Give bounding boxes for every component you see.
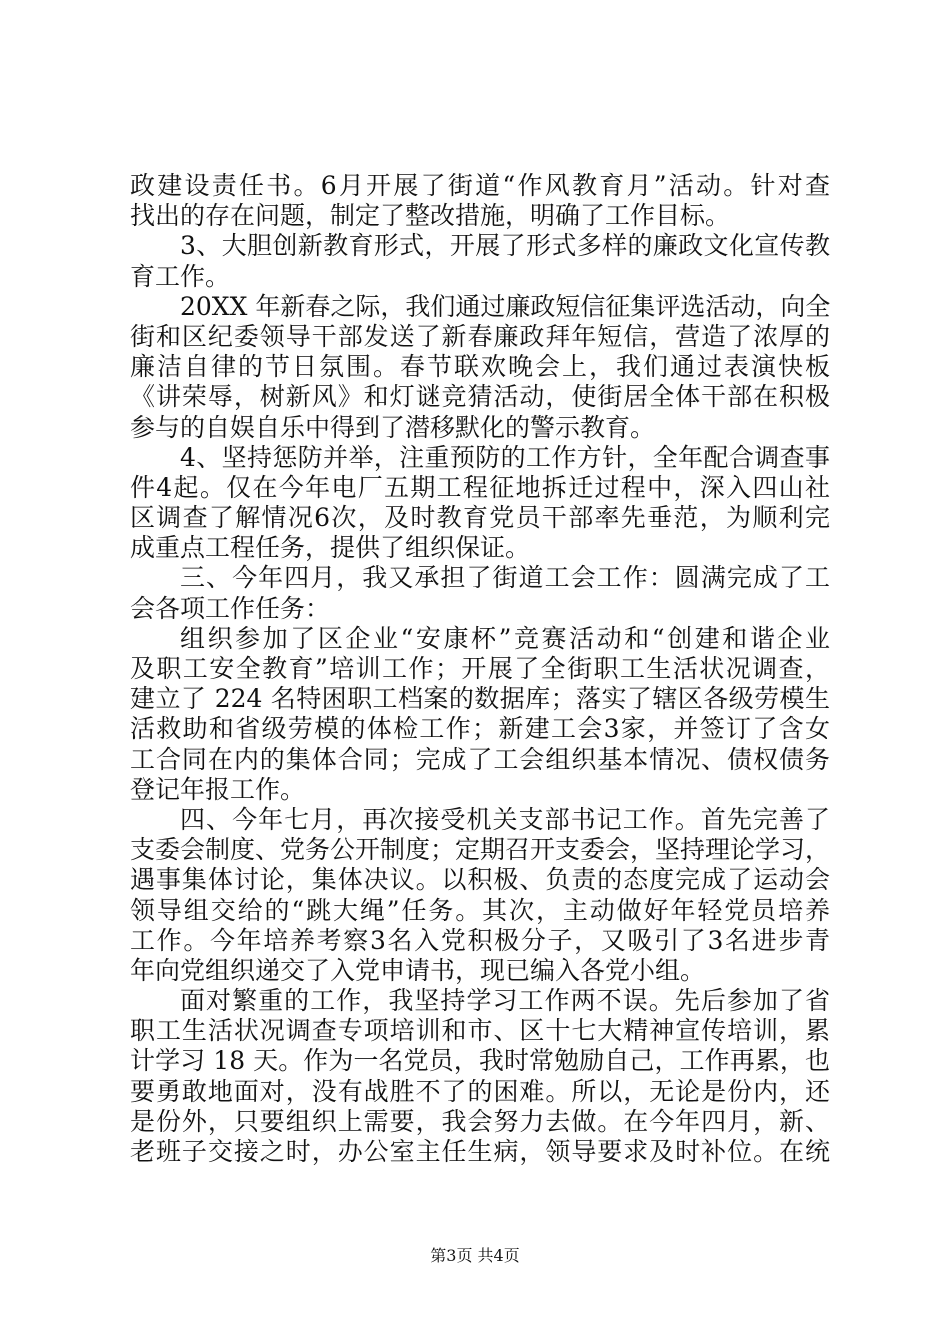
- text-line: 支委会制度、党务公开制度；定期召开支委会，坚持理论学习，: [130, 835, 831, 865]
- text-line: 会各项工作任务：: [130, 593, 331, 623]
- text-line: 找出的存在问题，制定了整改措施，明确了工作目标。: [130, 201, 731, 231]
- document-body: [130, 171, 830, 1167]
- text-line: 老班子交接之时，办公室主任生病，领导要求及时补位。在统: [130, 1137, 830, 1166]
- text-line: 工合同在内的集体合同；完成了工会组织基本情况、债权债务: [130, 744, 830, 774]
- text-line: 成重点工程任务，提供了组织保证。: [130, 533, 531, 563]
- text-line: 活救助和省级劳模的体检工作；新建工会3家，并签订了含女: [130, 714, 830, 744]
- text-line: 《讲荣辱，树新风》和灯谜竞猜活动，使街居全体干部在积极: [130, 382, 830, 412]
- text-line: 20XX 年新春之际，我们通过廉政短信征集评选活动，向全: [180, 291, 831, 321]
- text-line: 遇事集体讨论，集体决议。以积极、负责的态度完成了运动会: [130, 865, 830, 895]
- text-line: 政建设责任书。6月开展了街道“作风教育月”活动。针对查: [130, 171, 830, 200]
- text-line: 工作。今年培养考察3名入党积极分子，又吸引了3名进步青: [130, 925, 830, 955]
- text-line: 件4起。仅在今年电厂五期工程征地拆迁过程中，深入四山社: [130, 472, 830, 502]
- text-line: 建立了 224 名特困职工档案的数据库；落实了辖区各级劳模生: [130, 684, 830, 714]
- text-line: 廉洁自律的节日氛围。春节联欢晚会上，我们通过表演快板: [130, 352, 830, 382]
- text-line: 四、今年七月，再次接受机关支部书记工作。首先完善了: [180, 804, 830, 834]
- text-line: 育工作。: [130, 261, 231, 291]
- text-line: 3、大胆创新教育形式，开展了形式多样的廉政文化宣传教: [180, 231, 830, 261]
- text-line: 职工生活状况调查专项培训和市、区十七大精神宣传培训，累: [130, 1016, 830, 1046]
- text-line: 计学习 18 天。作为一名党员，我时常勉励自己，工作再累，也: [130, 1046, 830, 1076]
- text-line: 登记年报工作。: [130, 774, 306, 804]
- text-line: 是份外，只要组织上需要，我会努力去做。在今年四月，新、: [130, 1106, 830, 1136]
- text-line: 及职工安全教育”培训工作；开展了全街职工生活状况调查，: [130, 654, 830, 683]
- page-footer: 第3页 共4页: [430, 1246, 520, 1265]
- text-line: 面对繁重的工作，我坚持学习工作两不误。先后参加了省: [180, 986, 830, 1016]
- text-line: 4、坚持惩防并举，注重预防的工作方针，全年配合调查事: [180, 442, 830, 472]
- text-line: 三、今年四月，我又承担了街道工会工作：圆满完成了工: [180, 563, 830, 593]
- text-line: 区调查了解情况6次，及时教育党员干部率先垂范，为顺利完: [130, 503, 830, 533]
- text-line: 参与的自娱自乐中得到了潜移默化的警示教育。: [130, 412, 656, 442]
- text-line: 街和区纪委领导干部发送了新春廉政拜年短信，营造了浓厚的: [130, 321, 830, 351]
- text-line: 领导组交给的“跳大绳”任务。其次，主动做好年轻党员培养: [130, 895, 830, 925]
- text-line: 要勇敢地面对，没有战胜不了的困难。所以，无论是份内，还: [130, 1076, 830, 1106]
- text-line: 组织参加了区企业“安康杯”竞赛活动和“创建和谐企业: [180, 623, 830, 653]
- text-line: 年向党组织递交了入党申请书，现已编入各党小组。: [130, 955, 706, 985]
